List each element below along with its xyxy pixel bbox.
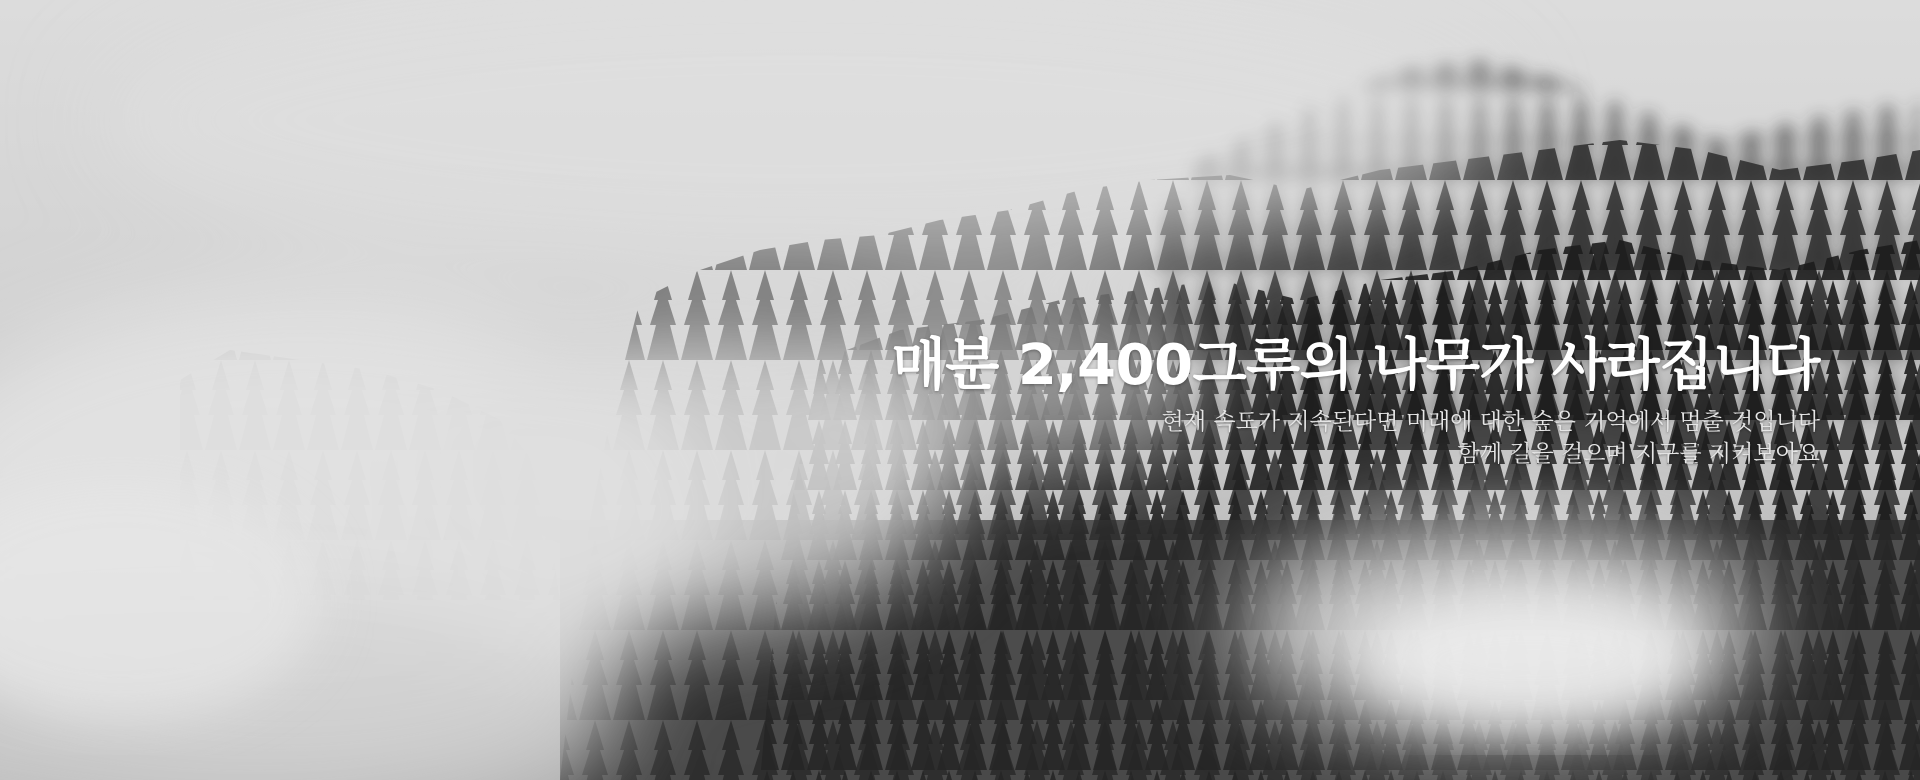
hero-text-block — [820, 330, 1820, 470]
hero-subtitle — [820, 406, 1820, 470]
hero-subtitle-line-1: 현재 속도가 지속된다면 미래에 대한 숲은 기억에서 멈출 것입니다 — [1161, 409, 1820, 435]
hero-title: 매분 2,400그루의 나무가 사라집니다 — [891, 333, 1820, 398]
hero-subtitle-line-2: 함께 길을 걸으며 지구를 지켜보아요 — [1457, 441, 1820, 467]
